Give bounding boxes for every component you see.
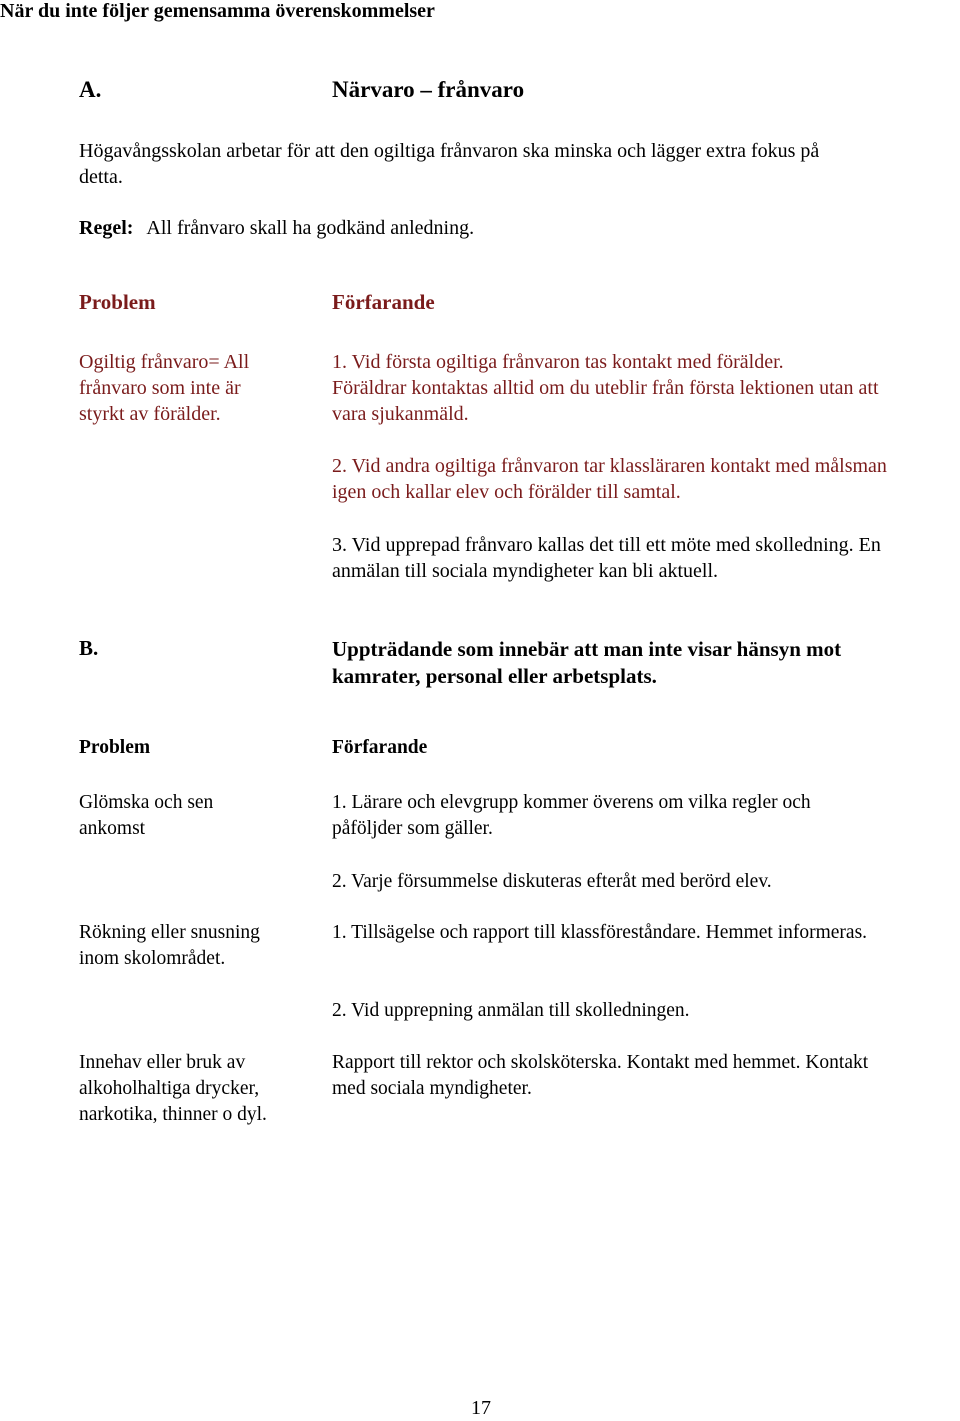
problem-line: frånvaro som inte är <box>79 377 241 399</box>
row-3-action-1-line-2: med sociala myndigheter. <box>332 1078 532 1099</box>
row-3-problem <box>79 1050 267 1128</box>
row-1-problem-line-1: Glömska och sen <box>79 792 214 813</box>
step-1-line-1: 1. Vid första ogiltiga frånvaron tas kontakt med förälder. <box>332 351 784 373</box>
row-1-action-1 <box>332 790 811 842</box>
row-3-action-1 <box>332 1050 868 1102</box>
step-2-line-1: 2. Vid andra ogiltiga frånvaron tar klassläraren kontakt med målsman <box>332 455 887 477</box>
section-b-title <box>332 636 841 690</box>
section-a-letter: A. <box>79 77 102 102</box>
step-1-line-3: vara sjukanmäld. <box>332 403 469 425</box>
row-3-problem-line-3: narkotika, thinner o dyl. <box>79 1104 267 1125</box>
row-1-action-1-line-1: 1. Lärare och elevgrupp kommer överens om vilka regler och <box>332 792 811 813</box>
rule-text: All frånvaro skall ha godkänd anledning. <box>146 217 475 239</box>
step-2 <box>332 453 887 505</box>
row-3-problem-line-1: Innehav eller bruk av <box>79 1052 246 1073</box>
section-b-procedure-header: Förfarande <box>332 737 428 758</box>
section-b-title-line-2: kamrater, personal eller arbetsplats. <box>332 664 657 688</box>
row-1-problem <box>79 790 213 842</box>
row-3-problem-line-2: alkoholhaltiga drycker, <box>79 1078 260 1099</box>
row-2-problem-line-2: inom skolområdet. <box>79 948 226 969</box>
rule-label: Regel: <box>79 217 134 239</box>
intro-line-1: Högavångsskolan arbetar för att den ogiltiga frånvaron ska minska och lägger extra fokus på <box>79 140 820 162</box>
step-1-line-2: Föräldrar kontaktas alltid om du uteblir från första lektionen utan att <box>332 377 879 399</box>
step-3 <box>332 532 881 584</box>
row-1-action-2-line-1: 2. Varje försummelse diskuteras efteråt med berörd elev. <box>332 871 772 892</box>
problem-line: styrkt av förälder. <box>79 403 221 425</box>
step-3-line-1: 3. Vid upprepad frånvaro kallas det till ett möte med skolledning. En <box>332 534 881 556</box>
section-a-problem-header: Problem <box>79 290 156 314</box>
step-3-line-2: anmälan till sociala myndigheter kan bli aktuell. <box>332 560 718 582</box>
section-b-problem-header: Problem <box>79 737 151 758</box>
page-heading: När du inte följer gemensamma överenskommelser <box>0 0 435 22</box>
section-a-problem <box>79 349 249 427</box>
section-a-title: Närvaro – frånvaro <box>332 77 525 102</box>
row-2-action-2 <box>332 998 690 1024</box>
row-2-action-1 <box>332 920 867 946</box>
row-1-problem-line-2: ankomst <box>79 818 146 839</box>
intro-line-2: detta. <box>79 166 123 188</box>
section-b-letter: B. <box>79 636 99 660</box>
rule-line <box>79 215 474 241</box>
row-2-action-1-line-1: 1. Tillsägelse och rapport till klassföreståndare. Hemmet informeras. <box>332 922 868 943</box>
row-1-action-2 <box>332 869 772 895</box>
row-2-problem-line-1: Rökning eller snusning <box>79 922 260 943</box>
problem-line: Ogiltig frånvaro= All <box>79 351 250 373</box>
section-b-title-line-1: Uppträdande som innebär att man inte visar hänsyn mot <box>332 637 842 661</box>
row-2-problem <box>79 920 260 972</box>
row-2-action-2-line-1: 2. Vid upprepning anmälan till skolledningen. <box>332 1000 690 1021</box>
step-1 <box>332 349 879 427</box>
step-2-line-2: igen och kallar elev och förälder till samtal. <box>332 481 681 503</box>
row-1-action-1-line-2: påföljder som gäller. <box>332 818 493 839</box>
row-3-action-1-line-1: Rapport till rektor och skolsköterska. Kontakt med hemmet. Kontakt <box>332 1052 869 1073</box>
section-a-procedure-header: Förfarande <box>332 290 435 314</box>
page-number: 17 <box>471 1397 491 1419</box>
